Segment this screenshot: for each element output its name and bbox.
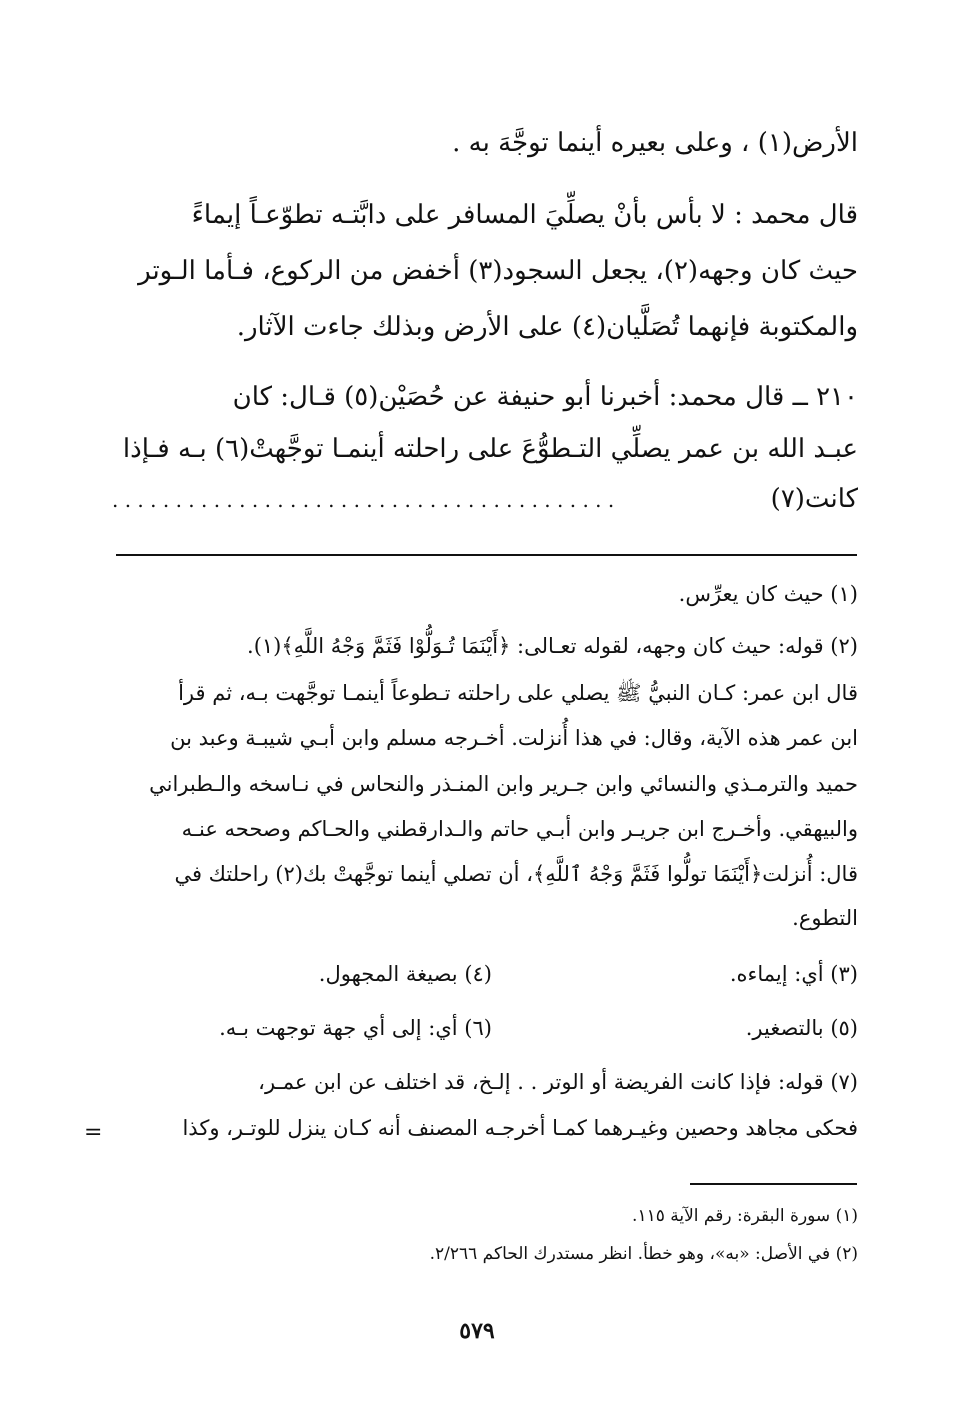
paragraph-1-line-2: حيث كان وجهه(٢)، يجعل السجود(٣) أخفض من الركوع، فـأما الـوتر [138, 256, 858, 286]
footnote-2-line-2: قال ابن عمر: كـان النبيُّ ﷺ يصلي على راحلته تـطوعاً أينمـا توجَّهت بـه، ثم قرأ [178, 681, 858, 705]
footnote-2-line-6: قال: أُنزلت﴿أَيْنَمَا تولُّوا فَثَمَّ وَجْهُ ٱللَّهِ﴾، أن تصلي أينما توجَّهتْ بك(٢) راحلتك في [174, 862, 858, 886]
footnote-3: (٣) أي: إيماءه. [729, 962, 858, 986]
footnote-2-line-4: حميد والترمـذي والنسائي وابن جـرير وابن المنـذر والنحاس في نـاسخه والـطبراني [149, 772, 858, 796]
footnote-2-line-1: (٢) قوله: حيث كان وجهه، لقوله تعـالى: ﴿أَيْنَمَا تُـوَلُّوْا فَثَمَّ وَجْهُ اللَّهِ﴾(١). [247, 634, 858, 658]
footnote-7-line-2: فحكى مجاهد وحصين وغيـرهما كمـا أخرجـه المصنف أنه كـان ينزل للوتـر، وكذا [182, 1116, 858, 1140]
footnote-6: (٦) أي: إلى أي جهة توجهت بـه. [219, 1016, 492, 1040]
footnote-1: (١) حيث كان يعرِّس. [678, 582, 858, 606]
footnote-2-line-5: والبيهقي. وأخـرج ابن جريـر وابن أبـي حاتم والـدارقطني والحـاكم وصححه عنـه [181, 817, 858, 841]
sub-footnote-2: (٢) في الأصل: «به»، وهو خطأ. انظر مستدرك الحاكم ٢/٢٦٦. [429, 1244, 858, 1264]
sub-footnote-separator [690, 1183, 857, 1185]
footnote-4: (٤) بصيغة المجهول. [318, 962, 492, 986]
footnote-2-line-3: ابن عمر هذه الآية، وقال: في هذا أُنزلت. أخـرجه مسلم وابن أبـي شيبـة وعبد بن [170, 726, 858, 750]
footnote-2-line-7: التطوع. [792, 906, 858, 930]
sub-footnote-1: (١) سورة البقرة: رقم الآية ١١٥. [632, 1206, 858, 1226]
paragraph-1-line-3: والمكتوبة فإنهما تُصَلَّيان(٤) على الأرض وبذلك جاءت الآثار. [236, 312, 858, 342]
footnote-separator [116, 554, 857, 556]
continuation-mark: = [84, 1120, 103, 1145]
paragraph-1-line-1: قال محمد : لا بأس بأنْ يصلِّيَ المسافر على دابَّتـه تطوّعـاً إيماءً [191, 200, 858, 230]
paragraph-2-line-2: عبـد الله بن عمر يصلِّي التـطوُّعَ على راحلته أينمـا توجَّهتْ(٦) بـه فـإذا [122, 434, 858, 464]
footnote-7-line-1: (٧) قوله: فإذا كانت الفريضة أو الوتر . . إلـخ، قد اختلف عن ابن عمـر، [258, 1070, 858, 1094]
footnote-5: (٥) بالتصغير. [745, 1016, 858, 1040]
top-line: الأرض(١) ، وعلى بعيره أينما توجَّهَ به . [452, 128, 858, 158]
kaanat-word: كانت(٧) [770, 484, 858, 514]
paragraph-2-line-1: ٢١٠ ــ قال محمد: أخبرنا أبو حنيفة عن حُصَيْن(٥) قـال: كان [232, 382, 858, 412]
page-number: ٥٧٩ [459, 1318, 495, 1344]
dot-leader: . . . . . . . . . . . . . . . . . . . . . . . . . . . . . . . . . . . . . . . . [112, 488, 615, 512]
